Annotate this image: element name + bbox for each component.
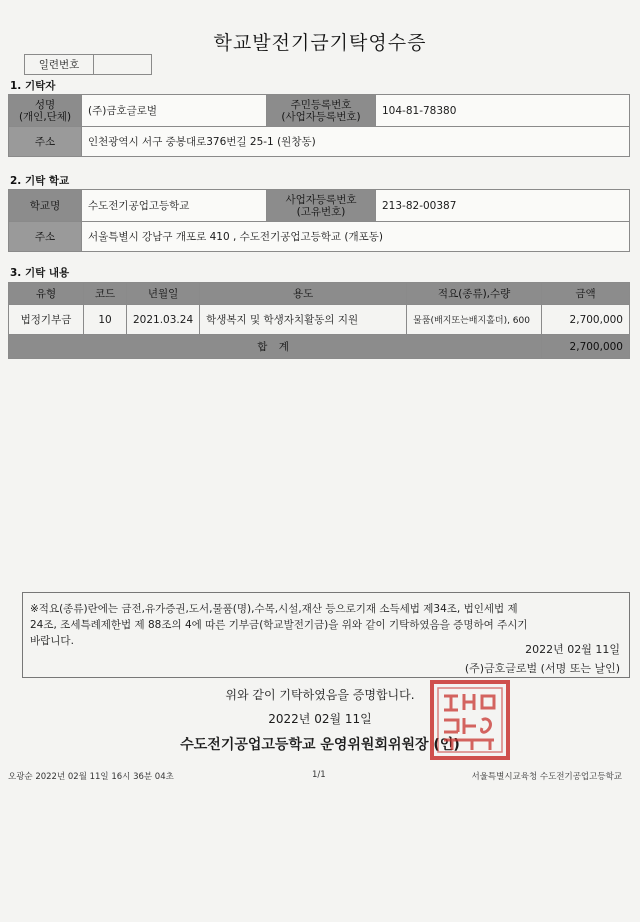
total-value: 2,700,000	[542, 335, 630, 359]
school-name-value: 수도전기공업고등학교	[82, 190, 267, 222]
row-purpose: 학생복지 및 학생자치활동의 지원	[200, 305, 407, 335]
donor-address-value: 인천광역시 서구 중봉대로376번길 25-1 (원창동)	[82, 127, 630, 157]
footer-right: 서울특별시교육청 수도전기공업고등학교	[471, 772, 622, 782]
header-amount: 금액	[542, 283, 630, 305]
total-label: 합 계	[9, 335, 542, 359]
school-table	[8, 189, 630, 252]
row-date: 2021.03.24	[127, 305, 200, 335]
certify-text: 위와 같이 기탁하였음을 증명합니다.	[225, 688, 415, 702]
section-donor-title: 1. 기탁자	[10, 80, 56, 92]
donor-name-value: (주)금호글로벌	[82, 95, 267, 127]
donor-name-label: 성명 (개인,단체)	[9, 95, 82, 127]
official-seal-stamp	[428, 678, 512, 762]
school-address-value: 서울특별시 강남구 개포로 410 , 수도전기공업고등학교 (개포동)	[82, 222, 630, 252]
certify-issuer: 수도전기공업고등학교 운영위원회위원장 (인)	[180, 737, 460, 753]
header-summary: 적요(종류),수량	[407, 283, 542, 305]
school-address-label: 주소	[9, 222, 82, 252]
certify-date: 2022년 02월 11일	[268, 712, 372, 726]
header-purpose: 용도	[200, 283, 407, 305]
header-code: 코드	[84, 283, 127, 305]
donor-reg-value: 104-81-78380	[376, 95, 630, 127]
row-summary: 물품(배지또는배지홀더), 600	[407, 305, 542, 335]
donor-address-label: 주소	[9, 127, 82, 157]
header-date: 년월일	[127, 283, 200, 305]
document-title: 학교발전기금기탁영수증	[213, 32, 427, 54]
section-contents-title: 3. 기탁 내용	[10, 267, 70, 279]
section-school-title: 2. 기탁 학교	[10, 175, 70, 187]
school-name-label: 학교명	[9, 190, 82, 222]
table-row	[9, 305, 630, 335]
donor-table	[8, 94, 630, 157]
contents-table	[8, 282, 630, 359]
row-code: 10	[84, 305, 127, 335]
footer-left: 오광순 2022년 02월 11일 16시 36분 04초	[8, 772, 174, 782]
footer-page: 1/1	[312, 770, 326, 780]
serial-value	[94, 55, 152, 75]
header-type: 유형	[9, 283, 84, 305]
note-date: 2022년 02월 11일	[525, 643, 620, 656]
serial-table	[24, 54, 152, 75]
school-biz-label: 사업자등록번호 (고유번호)	[267, 190, 376, 222]
note-text: ※적요(종류)란에는 금전,유가증권,도서,물품(명),수목,시설,재산 등으로기재 소득세법 제34조, 법인세법 제 24조, 조세특례제한법 제 88조의 4에 따른 기부금(학교발전기금)을 위와 같이 기탁하였음을 증명하여 주시기 바랍니다.	[30, 603, 528, 647]
row-type: 법정기부금	[9, 305, 84, 335]
note-signer: (주)금호글로벌 (서명 또는 날인)	[464, 662, 620, 675]
row-amount: 2,700,000	[542, 305, 630, 335]
school-biz-value: 213-82-00387	[376, 190, 630, 222]
serial-label: 일련번호	[25, 55, 94, 75]
donor-reg-label: 주민등록번호 (사업자등록번호)	[267, 95, 376, 127]
